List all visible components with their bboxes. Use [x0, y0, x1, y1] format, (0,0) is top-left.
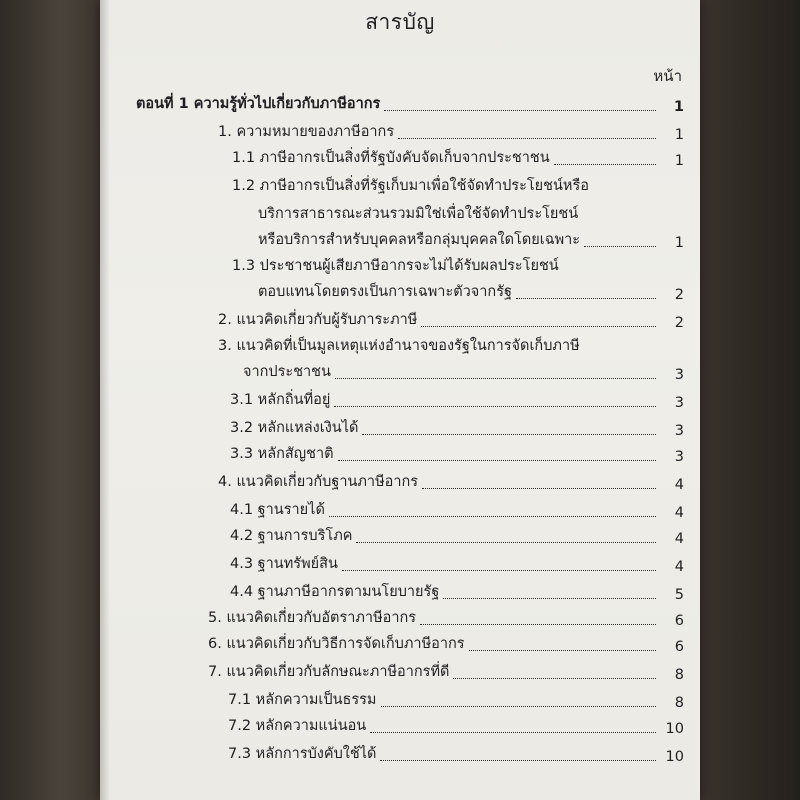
page-title: สารบัญ	[365, 10, 435, 34]
dot-leader	[420, 624, 656, 625]
toc-entry-label: 7.2 หลักความแน่นอน	[228, 718, 367, 734]
toc-entry-6	[208, 632, 684, 655]
toc-page-number: 1	[673, 99, 684, 115]
dot-leader	[356, 542, 656, 543]
toc-entry-3-line-1: 3. แนวคิดที่เป็นมูลเหตุแห่งอำนาจของรัฐในการจัดเก็บภาษี	[218, 338, 580, 354]
toc-page-number: 10	[665, 749, 684, 765]
dot-leader	[469, 650, 656, 651]
toc-entry-label: ตอบแทนโดยตรงเป็นการเฉพาะตัวจากรัฐ	[258, 284, 512, 300]
toc-page-number: 1	[674, 153, 684, 169]
toc-page-number: 10	[665, 721, 684, 737]
toc-entry-label: 2. แนวคิดเกี่ยวกับผู้รับภาระภาษี	[218, 312, 418, 328]
toc-entry-label: 7. แนวคิดเกี่ยวกับลักษณะภาษีอากรที่ดี	[208, 664, 450, 680]
toc-page-number: 4	[674, 477, 684, 493]
toc-entry-label: ตอนที่ 1 ความรู้ทั่วไปเกี่ยวกับภาษีอากร	[136, 96, 381, 112]
toc-entry-label: 1. ความหมายของภาษีอากร	[218, 124, 395, 140]
toc-entry-7-2	[228, 714, 684, 737]
toc-entry-label: หรือบริการสำหรับบุคคลหรือกลุ่มบุคคลใดโดยเฉพาะ	[258, 232, 581, 248]
toc-entry-4-4	[230, 580, 684, 603]
toc-entry-1-2-line-2: บริการสาธารณะส่วนรวมมิใช่เพื่อใช้จัดทำประโยชน์	[258, 206, 579, 222]
dot-leader	[398, 138, 656, 139]
toc-entry-7-3	[228, 742, 684, 765]
toc-entry-label: จากประชาชน	[243, 364, 331, 380]
toc-page-number: 8	[674, 667, 684, 683]
toc-entry-4-2	[230, 524, 684, 547]
toc-entry-3-2	[230, 416, 684, 439]
dot-leader	[362, 434, 656, 435]
toc-page-number: 6	[674, 639, 684, 655]
toc-page-number: 1	[674, 127, 684, 143]
toc-page-number: 6	[674, 613, 684, 629]
toc-page-number: 3	[674, 423, 684, 439]
dot-leader	[421, 326, 656, 327]
toc-page-number: 5	[674, 587, 684, 603]
toc-entry-3	[243, 360, 684, 383]
toc-page-number: 3	[674, 395, 684, 411]
toc-page-number: 4	[674, 559, 684, 575]
toc-entry-1-2-line-1: 1.2 ภาษีอากรเป็นสิ่งที่รัฐเก็บมาเพื่อใช้จัดทำประโยชน์หรือ	[232, 178, 589, 194]
dot-leader	[370, 732, 656, 733]
toc-page-number: 3	[674, 367, 684, 383]
toc-page-number: 8	[674, 695, 684, 711]
dot-leader	[443, 598, 656, 599]
dot-leader	[516, 298, 656, 299]
dot-leader	[380, 760, 656, 761]
toc-entry-1-1	[232, 146, 684, 169]
toc-entry-label: 4.2 ฐานการบริโภค	[230, 528, 353, 544]
toc-entry-1	[218, 120, 684, 143]
toc-entry-part-1	[136, 92, 684, 115]
toc-entry-1-3-line-1: 1.3 ประชาชนผู้เสียภาษีอากรจะไม่ได้รับผลประโยชน์	[232, 258, 559, 274]
toc-entry-4-1	[230, 498, 684, 521]
toc-page-number: 1	[674, 235, 684, 251]
toc-entry-5	[208, 606, 684, 629]
dot-leader	[329, 516, 656, 517]
toc-entry-3-3	[230, 442, 684, 465]
toc-page-number: 4	[674, 531, 684, 547]
spine-shadow	[100, 0, 110, 800]
toc-entry-label: 7.1 หลักความเป็นธรรม	[228, 692, 377, 708]
toc-entry-label: 7.3 หลักการบังคับใช้ได้	[228, 746, 377, 762]
book-page	[100, 0, 700, 800]
toc-entry-label: 4. แนวคิดเกี่ยวกับฐานภาษีอากร	[218, 474, 419, 490]
toc-entry-2	[218, 308, 684, 331]
toc-page-number: 3	[674, 449, 684, 465]
toc-page-number: 2	[674, 287, 684, 303]
dot-leader	[342, 570, 656, 571]
toc-entry-4-3	[230, 552, 684, 575]
toc-page-number: 4	[674, 505, 684, 521]
toc-entry-label: 3.1 หลักถิ่นที่อยู่	[230, 392, 331, 408]
dot-leader	[384, 110, 656, 111]
toc-entry-label: 1.1 ภาษีอากรเป็นสิ่งที่รัฐบังคับจัดเก็บจากประชาชน	[232, 150, 550, 166]
toc-entry-3-1	[230, 388, 684, 411]
page-column-header: หน้า	[653, 67, 682, 85]
dot-leader	[335, 378, 656, 379]
toc-entry-label: 4.4 ฐานภาษีอากรตามนโยบายรัฐ	[230, 584, 440, 600]
dot-leader	[422, 488, 656, 489]
toc-entry-label: 4.1 ฐานรายได้	[230, 502, 325, 518]
dot-leader	[453, 678, 656, 679]
toc-page-number: 2	[674, 315, 684, 331]
dot-leader	[584, 246, 656, 247]
dot-leader	[554, 164, 656, 165]
toc-entry-label: 4.3 ฐานทรัพย์สิน	[230, 556, 338, 572]
toc-entry-4	[218, 470, 684, 493]
toc-entry-7-1	[228, 688, 684, 711]
toc-entry-1-2	[258, 228, 684, 251]
dot-leader	[381, 706, 657, 707]
toc-entry-label: 6. แนวคิดเกี่ยวกับวิธีการจัดเก็บภาษีอากร	[208, 636, 465, 652]
dot-leader	[338, 460, 657, 461]
toc-entry-label: 3.3 หลักสัญชาติ	[230, 446, 334, 462]
dot-leader	[334, 406, 656, 407]
toc-entry-1-3	[258, 280, 684, 303]
toc-entry-7	[208, 660, 684, 683]
toc-entry-label: 3.2 หลักแหล่งเงินได้	[230, 420, 359, 436]
toc-entry-label: 5. แนวคิดเกี่ยวกับอัตราภาษีอากร	[208, 610, 417, 626]
